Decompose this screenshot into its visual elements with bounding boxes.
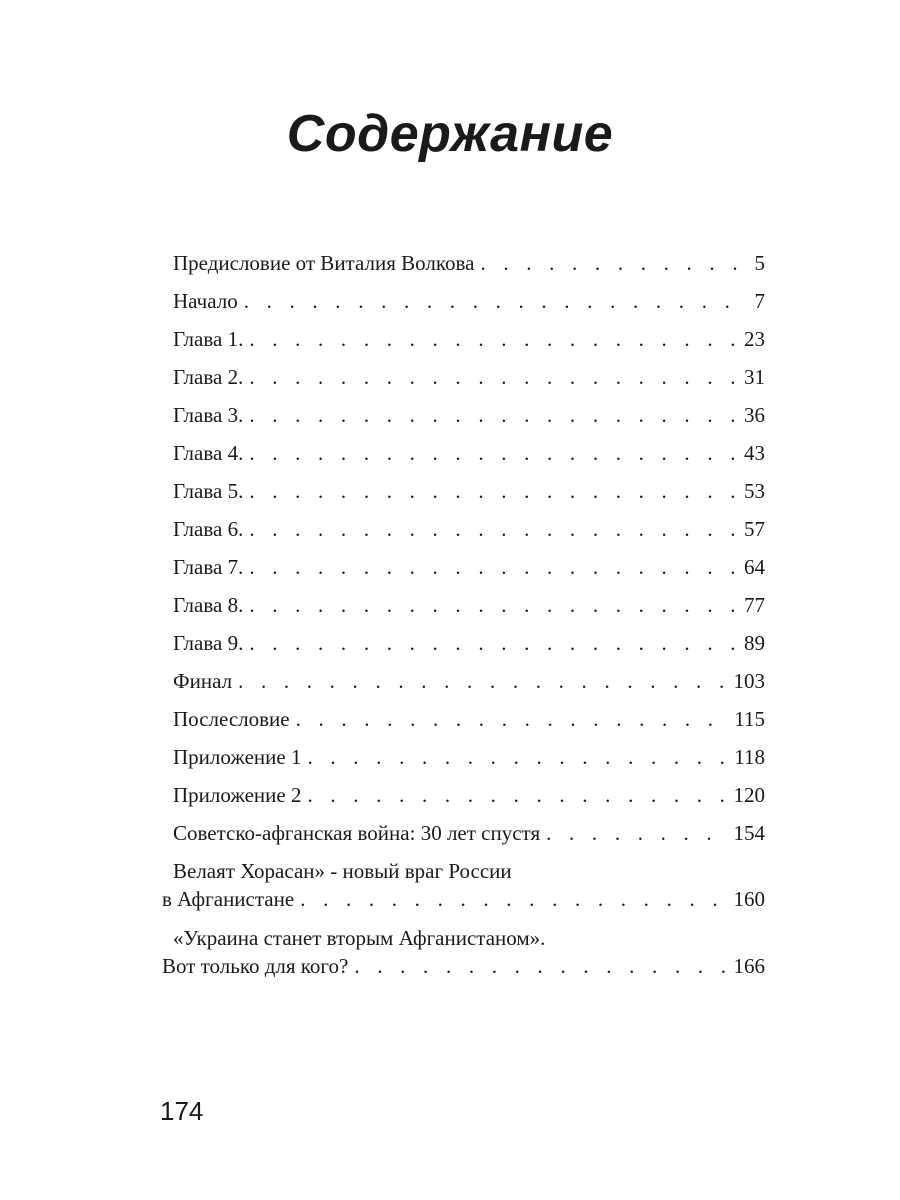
toc-entry-page: 36 [744, 403, 765, 427]
toc-entry-title: Глава 8. [173, 593, 244, 617]
toc-dot-leader [244, 287, 749, 315]
page-title: Содержание [286, 105, 614, 163]
toc-entry-page: 103 [733, 669, 765, 693]
toc-entry-ukraine [162, 924, 765, 980]
toc-entry-title: Приложение 1 [173, 745, 302, 769]
toc-dot-leader [296, 705, 729, 733]
toc-entry-page: 154 [733, 821, 765, 845]
toc-entry-page: 64 [744, 555, 765, 579]
toc-entry-appendix-2 [173, 781, 765, 809]
toc-entry-title: Глава 6. [173, 517, 244, 541]
toc-entry-preface [173, 249, 765, 277]
page-number: 174 [160, 1096, 204, 1126]
toc-entry-title-line-1: Велаят Хорасан» - новый враг России [173, 859, 512, 883]
toc-entry-chapter-9 [173, 629, 765, 657]
toc-entry-page: 43 [744, 441, 765, 465]
toc-dot-leader [238, 667, 727, 695]
toc-entry-title: Начало [173, 289, 238, 313]
toc-dot-leader [249, 553, 738, 581]
toc-entry-page: 23 [744, 327, 765, 351]
toc-entry-chapter-1 [173, 325, 765, 353]
toc-entry-title-line-2: Вот только для кого? [162, 954, 349, 978]
toc-entry-page: 7 [754, 289, 765, 313]
toc-entry-page: 57 [744, 517, 765, 541]
toc-entry-beginning [173, 287, 765, 315]
toc-dot-leader [300, 885, 727, 913]
toc-entry-page: 118 [734, 745, 765, 769]
toc-dot-leader [307, 781, 727, 809]
toc-dot-leader [249, 439, 738, 467]
toc-dot-leader [249, 477, 738, 505]
toc-entry-title: Глава 7. [173, 555, 244, 579]
toc-entry-title: Приложение 2 [173, 783, 302, 807]
toc-dot-leader [249, 629, 738, 657]
toc-entry-chapter-8 [173, 591, 765, 619]
toc-entry-soviet-afghan-war [173, 819, 765, 847]
toc-entry-chapter-4 [173, 439, 765, 467]
toc-entry-page: 31 [744, 365, 765, 389]
toc-entry-afterword [173, 705, 765, 733]
toc-dot-leader [249, 325, 738, 353]
toc-dot-leader [249, 591, 738, 619]
toc-entry-title: Послесловие [173, 707, 290, 731]
toc-entry-page: 53 [744, 479, 765, 503]
toc-entry-title: Финал [173, 669, 233, 693]
toc-entry-title: Глава 1. [173, 327, 244, 351]
toc-entry-chapter-7 [173, 553, 765, 581]
toc-entry-page: 115 [734, 707, 765, 731]
toc-dot-leader [480, 249, 748, 277]
toc-entry-title: Глава 4. [173, 441, 244, 465]
toc-entry-page: 160 [733, 887, 765, 911]
toc-entry-title-line-1: «Украина станет вторым Афганистаном». [173, 926, 546, 950]
toc-entry-title: Советско-афганская война: 30 лет спустя [173, 821, 541, 845]
toc-dot-leader [307, 743, 728, 771]
toc-dot-leader [546, 819, 727, 847]
toc-entry-page: 166 [733, 954, 765, 978]
toc-dot-leader [249, 515, 738, 543]
toc-entry-title: Глава 2. [173, 365, 244, 389]
toc-entry-page: 5 [754, 251, 765, 275]
toc-entry-page: 120 [733, 783, 765, 807]
toc-entry-chapter-5 [173, 477, 765, 505]
toc-entry-appendix-1 [173, 743, 765, 771]
toc-dot-leader [354, 952, 727, 980]
toc-entry-chapter-3 [173, 401, 765, 429]
toc-entry-chapter-6 [173, 515, 765, 543]
toc-entry-khorasan [162, 857, 765, 913]
toc-entry-chapter-2 [173, 363, 765, 391]
toc-entry-title: Глава 3. [173, 403, 244, 427]
toc-entry-title: Предисловие от Виталия Волкова [173, 251, 475, 275]
toc-entry-title: Глава 9. [173, 631, 244, 655]
toc-dot-leader [249, 401, 738, 429]
toc-entry-page: 77 [744, 593, 765, 617]
toc-entry-page: 89 [744, 631, 765, 655]
toc-dot-leader [249, 363, 738, 391]
toc-entry-title-line-2: в Афганистане [162, 887, 295, 911]
toc-entry-title: Глава 5. [173, 479, 244, 503]
toc-entry-finale [173, 667, 765, 695]
